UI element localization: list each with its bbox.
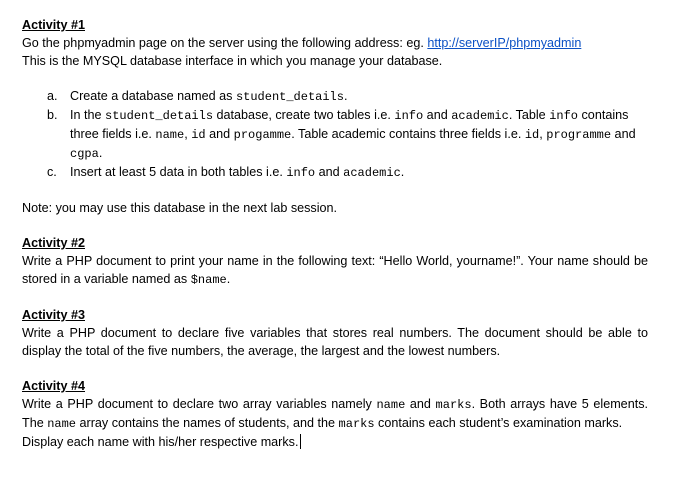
task-b-code: programme	[546, 128, 612, 142]
activity-1-intro-line-1	[22, 34, 648, 52]
task-a-text-end: .	[343, 89, 348, 103]
activity-4-last-line-text: Display each name with his/her respective marks.	[22, 435, 299, 449]
activity-1-task-list	[22, 87, 648, 182]
activity-2-body	[22, 252, 648, 289]
task-c-code: info	[286, 166, 316, 180]
task-a-text: Create a database named as	[70, 89, 236, 103]
task-a-code: student_details	[235, 90, 344, 104]
activity-4-last-line[interactable]	[22, 433, 648, 451]
activity-3-body: Write a PHP document to declare five variables that stores real numbers. The document should be able to display the total of the five numbers, the average, the largest and the lowest numbers.	[22, 326, 648, 358]
task-c	[22, 163, 648, 182]
activity-2-heading: Activity #2	[22, 236, 85, 250]
activity-4-code: marks	[338, 417, 375, 431]
task-a-marker: a.	[47, 89, 58, 103]
task-b-text: . Table academic contains three fields i.e.	[291, 127, 525, 141]
task-b-text: database, create two tables i.e.	[213, 108, 395, 122]
task-b-text: and	[205, 127, 234, 141]
task-b-text: contains three fields i.e.	[70, 108, 629, 141]
task-b-code: info	[394, 109, 424, 123]
activity-1-intro-line-2: This is the MYSQL database interface in which you manage your database.	[22, 54, 443, 68]
text-cursor	[300, 434, 301, 449]
activity-3-heading: Activity #3	[22, 308, 85, 322]
task-b-code: info	[549, 109, 579, 123]
activity-4-code: name	[47, 417, 77, 431]
activity-2-text-end: .	[226, 272, 231, 286]
task-b-code: progamme	[233, 128, 292, 142]
document-page	[22, 16, 648, 451]
task-b-code: name	[155, 128, 185, 142]
task-b-code: student_details	[105, 109, 214, 123]
task-b-text: . Table	[508, 108, 550, 122]
task-b-text: and	[611, 127, 636, 141]
task-b	[22, 106, 648, 163]
activity-4-text: Write a PHP document to declare two array variables namely	[22, 397, 377, 411]
activity-4-text: and	[405, 397, 436, 411]
task-b-code: academic	[451, 109, 509, 123]
task-b-text: .	[98, 146, 103, 160]
activity-4-text: array contains the names of students, and the	[76, 416, 339, 430]
task-c-text: and	[315, 165, 344, 179]
phpmyadmin-link[interactable]: http://serverIP/phpmyadmin	[427, 36, 582, 50]
task-b-text: ,	[184, 127, 192, 141]
activity-4-text: contains each student’s examination marks.	[374, 416, 623, 430]
activity-2-text: Write a PHP document to print your name in the following text: “Hello World, yourname!”. Your name should be stored in a variable named as	[22, 254, 648, 286]
task-b-code: id	[191, 128, 206, 142]
activity-1-heading: Activity #1	[22, 18, 85, 32]
activity-1-note: Note: you may use this database in the next lab session.	[22, 201, 338, 215]
task-b-text: ,	[539, 127, 547, 141]
activity-4-code: name	[376, 398, 406, 412]
task-b-code: id	[524, 128, 540, 142]
task-b-marker: b.	[47, 108, 58, 122]
task-b-text: and	[423, 108, 452, 122]
task-b-text: In the	[70, 108, 106, 122]
task-c-text: .	[400, 165, 405, 179]
activity-2-code: $name	[190, 273, 227, 287]
task-a	[22, 87, 648, 106]
activity-1-intro-text: Go the phpmyadmin page on the server using the following address: eg.	[22, 36, 428, 50]
task-c-marker: c.	[47, 165, 57, 179]
task-c-text: Insert at least 5 data in both tables i.e.	[70, 165, 287, 179]
activity-4-heading: Activity #4	[22, 379, 85, 393]
activity-4-body	[22, 395, 648, 433]
task-c-code: academic	[343, 166, 401, 180]
activity-4-text: . Both arrays have 5 elements. The	[22, 397, 648, 430]
task-b-code: cgpa	[70, 147, 99, 161]
activity-4-code: marks	[435, 398, 472, 412]
